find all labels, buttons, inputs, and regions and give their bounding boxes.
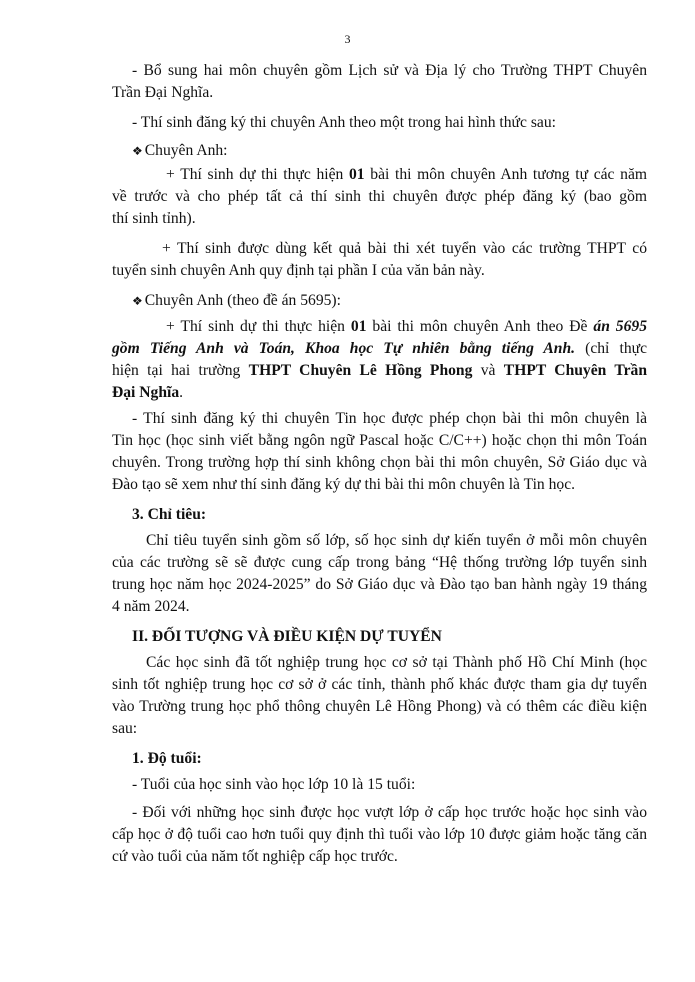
page-number: 3 xyxy=(344,32,351,46)
bullet-chuyen-anh-5695 xyxy=(112,290,647,312)
text-run-bold: 01 xyxy=(350,318,367,335)
text-run-bold: 01 xyxy=(349,166,365,183)
text-run: . xyxy=(179,384,184,401)
text-line: về trước và cho phép tất cả thí sinh thi chuyên được phép đăng ký (bao gồm xyxy=(112,188,647,205)
text-run: hiện tại hai trường xyxy=(112,362,249,379)
text-run: + Thí sinh dự thi thực hiện xyxy=(166,166,349,183)
paragraph-english-exam xyxy=(112,164,647,230)
text-line: - Thí sinh đăng ký thi chuyên Anh theo một trong hai hình thức sau: xyxy=(132,114,556,131)
text-line: Các học sinh đã tốt nghiệp trung học cơ sở tại Thành phố Hồ Chí Minh (học xyxy=(146,654,647,671)
paragraph-english-5695 xyxy=(112,316,647,404)
text-run-bold: Đại Nghĩa xyxy=(112,384,180,401)
text-line: Đào tạo sẽ xem như thí sinh đăng ký dự thi bài thi môn chuyên là Tin học. xyxy=(112,476,576,493)
paragraph-informatics xyxy=(112,408,647,496)
text-line: cứ vào tuổi của năm tốt nghiệp cấp học trước. xyxy=(112,848,398,865)
paragraph-english-register xyxy=(112,112,647,134)
text-line: - Thí sinh đăng ký thi chuyên Tin học được phép chọn bài thi môn chuyên là xyxy=(132,410,647,427)
text-line: - Tuổi của học sinh vào học lớp 10 là 15 tuổi: xyxy=(132,776,416,793)
text-run: + Thí sinh dự thi thực hiện xyxy=(166,318,351,335)
paragraph-supplement-subjects xyxy=(112,60,647,104)
section-heading-age xyxy=(112,748,647,770)
diamond-bullet-icon: ❖ xyxy=(132,144,143,158)
paragraph-age-exception xyxy=(112,802,647,868)
text-run-bold-italic: gồm Tiếng Anh và Toán, Khoa học Tự nhiên bằng tiếng Anh. xyxy=(112,340,576,357)
text-run-bold: THPT Chuyên Lê Hồng Phong xyxy=(248,362,473,379)
text-line: vào Trường trung học phổ thông chuyên Lê Hồng Phong) và có thêm các điều kiện xyxy=(112,698,647,715)
text-line: tuyển sinh chuyên Anh quy định tại phần I của văn bản này. xyxy=(112,262,485,279)
section-heading-quota xyxy=(112,504,647,526)
text-run: bài thi môn chuyên Anh theo Đề xyxy=(366,318,594,335)
paragraph-quota xyxy=(112,530,647,618)
text-line: 4 năm 2024. xyxy=(112,598,190,615)
text-run: bài thi môn chuyên Anh tương tự các năm xyxy=(364,166,647,183)
text-line: sau: xyxy=(112,720,138,737)
text-line: Chỉ tiêu tuyển sinh gồm số lớp, số học sinh dự kiến tuyển ở mỗi môn chuyên xyxy=(146,532,647,549)
bullet-label: Chuyên Anh: xyxy=(144,142,228,159)
bullet-chuyen-anh xyxy=(112,140,647,162)
bullet-label: Chuyên Anh (theo đề án 5695): xyxy=(144,292,341,309)
text-line: của các trường sẽ sẽ được cung cấp trong bảng “Hệ thống trường lớp tuyển sinh xyxy=(112,554,647,571)
text-line: thí sinh tỉnh). xyxy=(112,210,196,227)
text-line: cấp học ở độ tuổi cao hơn tuổi quy định thì tuổi vào lớp 10 được giảm hoặc tăng căn xyxy=(112,826,647,843)
text-line: - Đối với những học sinh được học vượt lớp ở cấp học trước hoặc học sinh vào xyxy=(132,804,647,821)
text-run: và xyxy=(472,362,504,379)
text-line: Tin học (học sinh viết bằng ngôn ngữ Pascal hoặc C/C++) hoặc chọn thi môn Toán xyxy=(112,432,647,449)
heading-text: 1. Độ tuổi: xyxy=(132,750,202,767)
paragraph-age xyxy=(112,774,647,796)
heading-text: II. ĐỐI TƯỢNG VÀ ĐIỀU KIỆN DỰ TUYỂN xyxy=(132,628,442,645)
paragraph-eligibility xyxy=(112,652,647,740)
diamond-bullet-icon: ❖ xyxy=(132,294,143,308)
text-run-bold: THPT Chuyên Trần xyxy=(503,362,647,379)
heading-text: 3. Chỉ tiêu: xyxy=(132,506,207,523)
paragraph-english-results xyxy=(112,238,647,282)
text-run-bold-italic: án 5695 xyxy=(593,318,647,335)
text-line: trung học năm học 2024-2025” do Sở Giáo dục và Đào tạo ban hành ngày 19 tháng xyxy=(112,576,647,593)
section-heading-eligibility xyxy=(112,626,647,648)
text-line: - Bổ sung hai môn chuyên gồm Lịch sử và Địa lý cho Trường THPT Chuyên xyxy=(132,62,647,79)
text-run: (chỉ thực xyxy=(575,340,647,357)
text-line: chuyên. Trong trường hợp thí sinh không chọn bài thi môn chuyên, Sở Giáo dục và xyxy=(112,454,647,471)
text-line: + Thí sinh được dùng kết quả bài thi xét tuyển vào các trường THPT có xyxy=(162,240,647,257)
text-line: Trần Đại Nghĩa. xyxy=(112,84,214,101)
text-line: sinh tốt nghiệp trung học cơ sở ở các tỉnh, thành phố khác được tham gia dự tuyển xyxy=(112,676,647,693)
